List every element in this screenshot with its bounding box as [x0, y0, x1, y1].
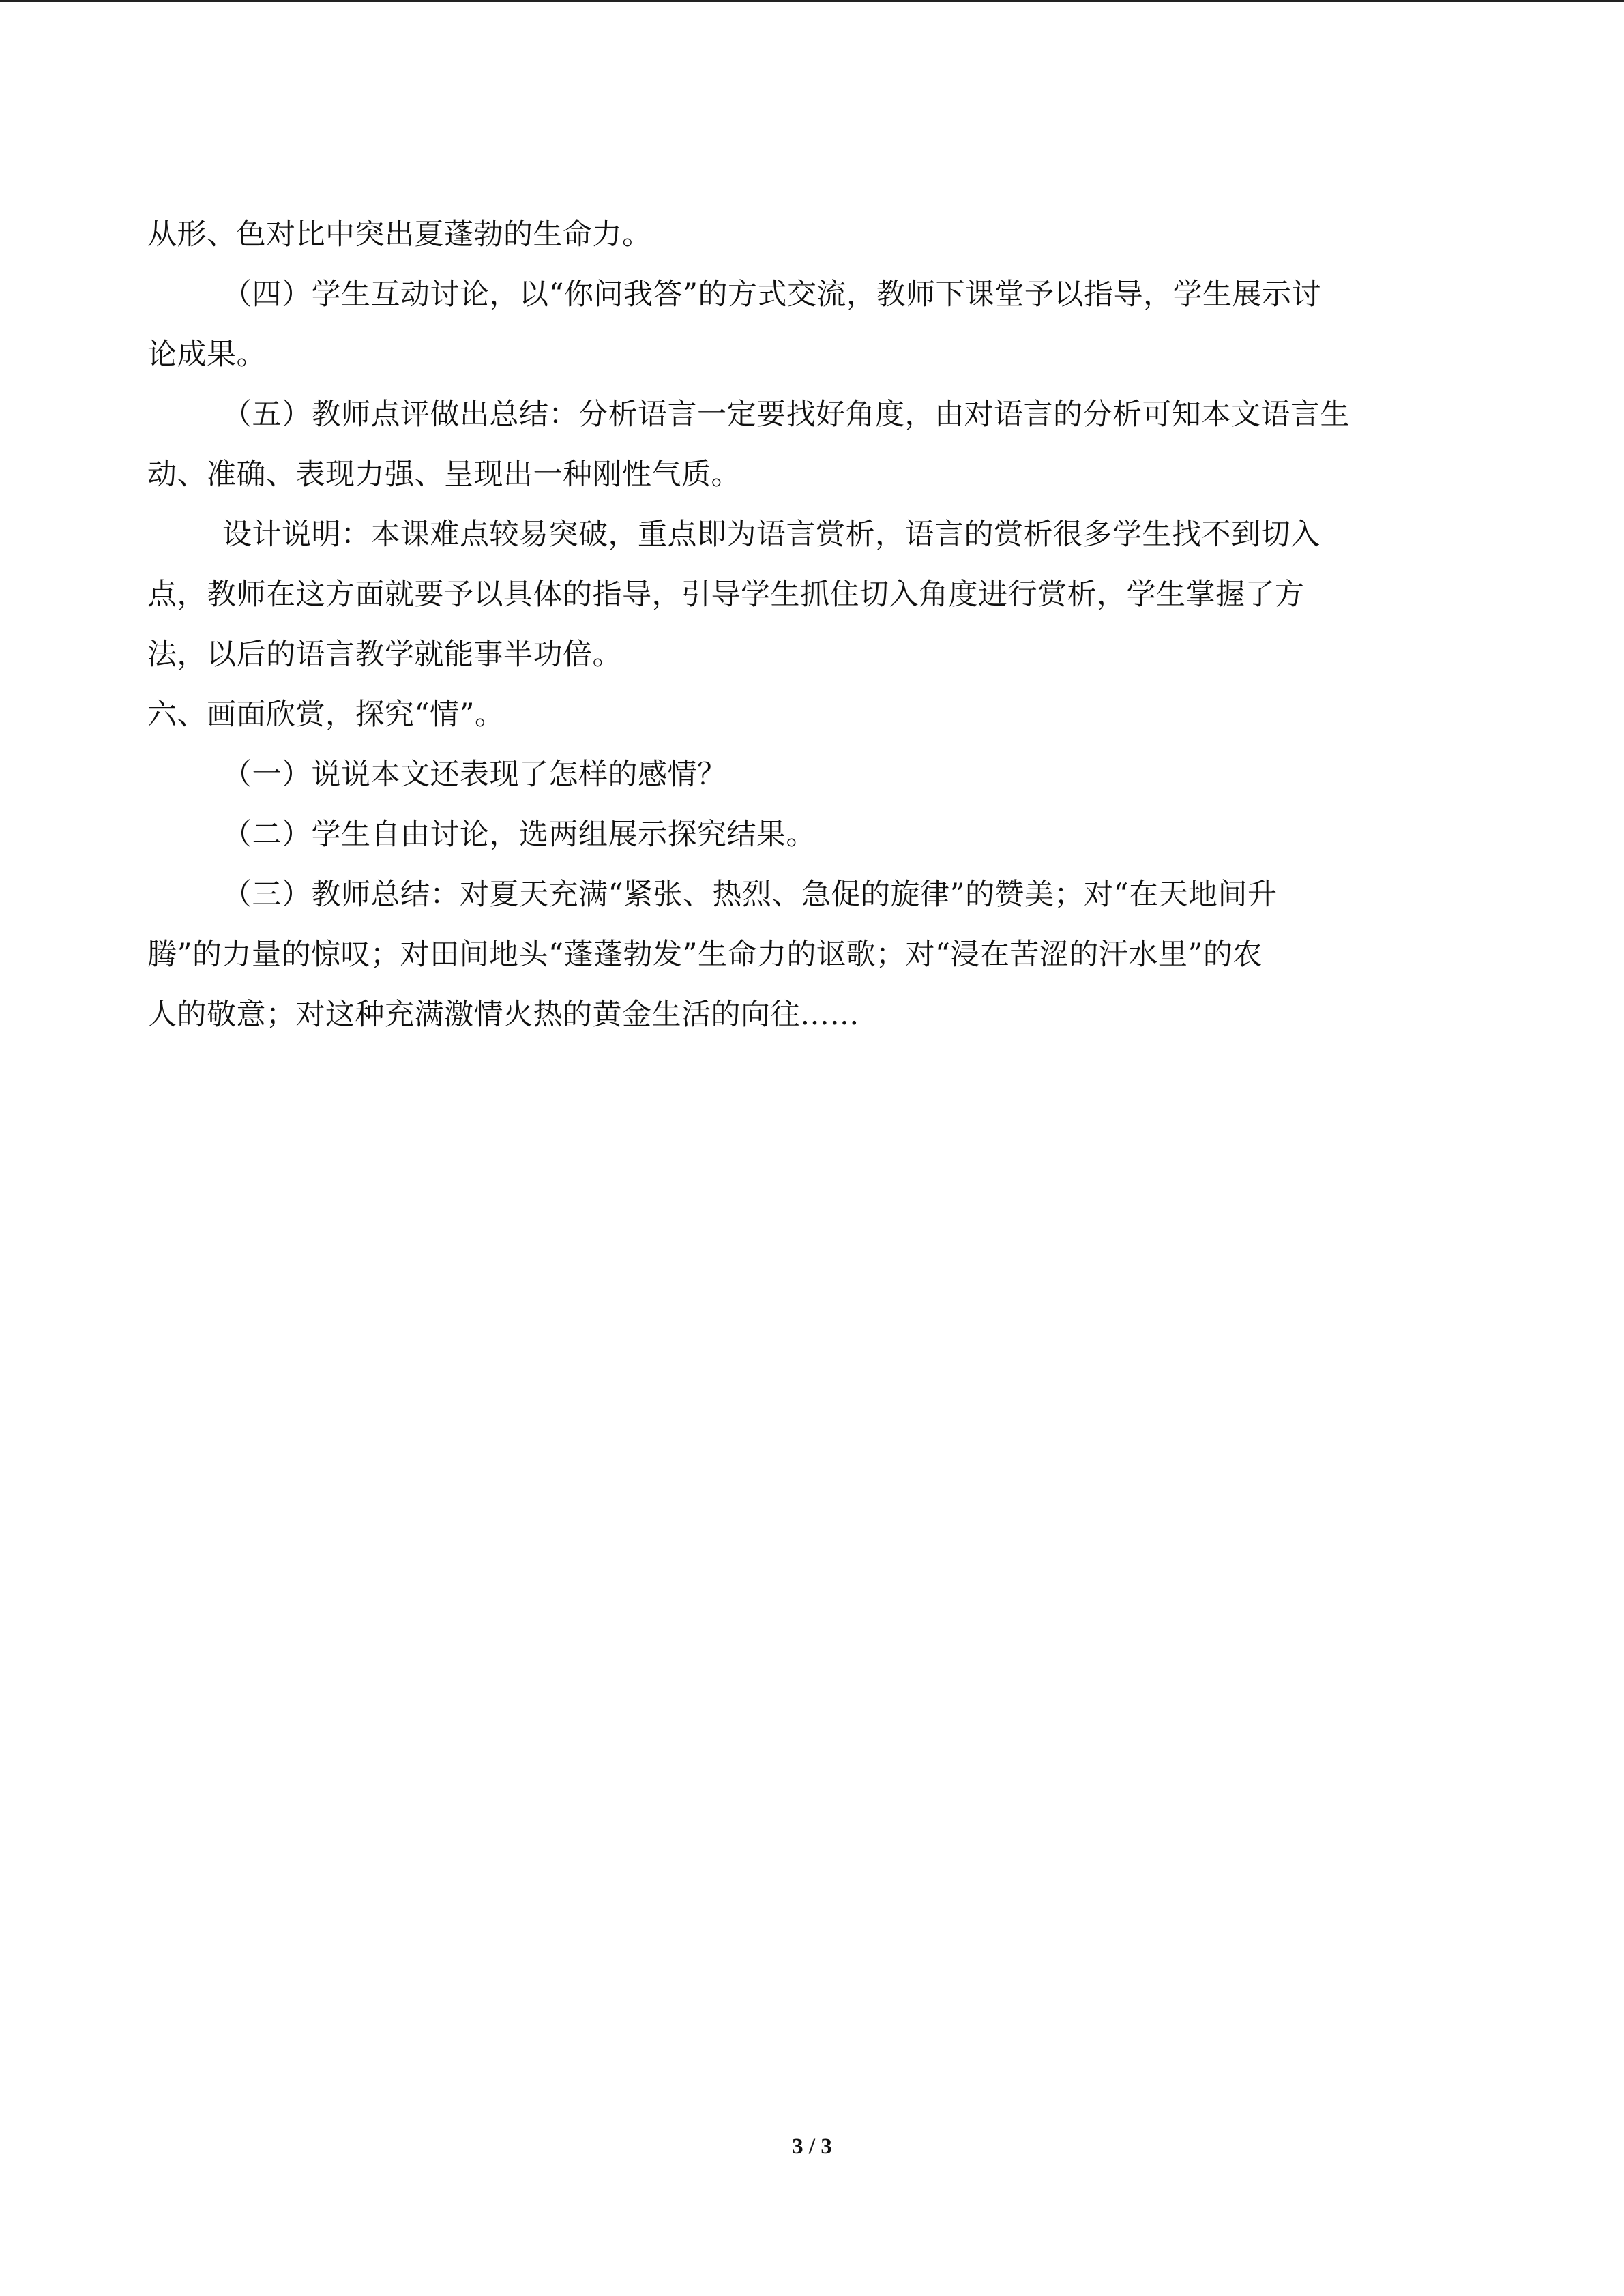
page-number: 3 / 3: [792, 2134, 832, 2159]
body-line-2: （四）学生互动讨论，以“你问我答”的方式交流，教师下课堂予以指导，学生展示讨: [222, 278, 1321, 312]
body-line-8: 法，以后的语言教学就能事半功倍。: [147, 638, 622, 672]
body-line-11: （二）学生自由讨论，选两组展示探究结果。: [222, 818, 816, 852]
body-line-14: 人的敬意；对这种充满激情火热的黄金生活的向往……: [147, 998, 859, 1032]
body-line-13: 腾”的力量的惊叹；对田间地头“蓬蓬勃发”生命力的讴歌；对“浸在苦涩的汗水里”的农: [147, 938, 1263, 972]
body-line-7: 点，教师在这方面就要予以具体的指导，引导学生抓住切入角度进行赏析，学生掌握了方: [147, 578, 1305, 612]
body-line-10: （一）说说本文还表现了怎样的感情？: [222, 758, 727, 792]
body-line-6: 设计说明：本课难点较易突破，重点即为语言赏析，语言的赏析很多学生找不到切入: [222, 518, 1320, 552]
section-heading: 六、画面欣赏，探究“情”。: [147, 698, 505, 732]
body-line-5: 动、准确、表现力强、呈现出一种刚性气质。: [147, 458, 741, 492]
body-line-4: （五）教师点评做出总结：分析语言一定要找好角度，由对语言的分析可知本文语言生: [222, 398, 1350, 432]
body-line-12: （三）教师总结：对夏天充满“紧张、热烈、急促的旋律”的赞美；对“在天地间升: [222, 878, 1278, 912]
body-line-3: 论成果。: [147, 338, 266, 372]
document-body: [147, 205, 1464, 1045]
top-border-line: [0, 0, 1624, 2]
body-line-1: 从形、色对比中突出夏蓬勃的生命力。: [147, 218, 652, 252]
